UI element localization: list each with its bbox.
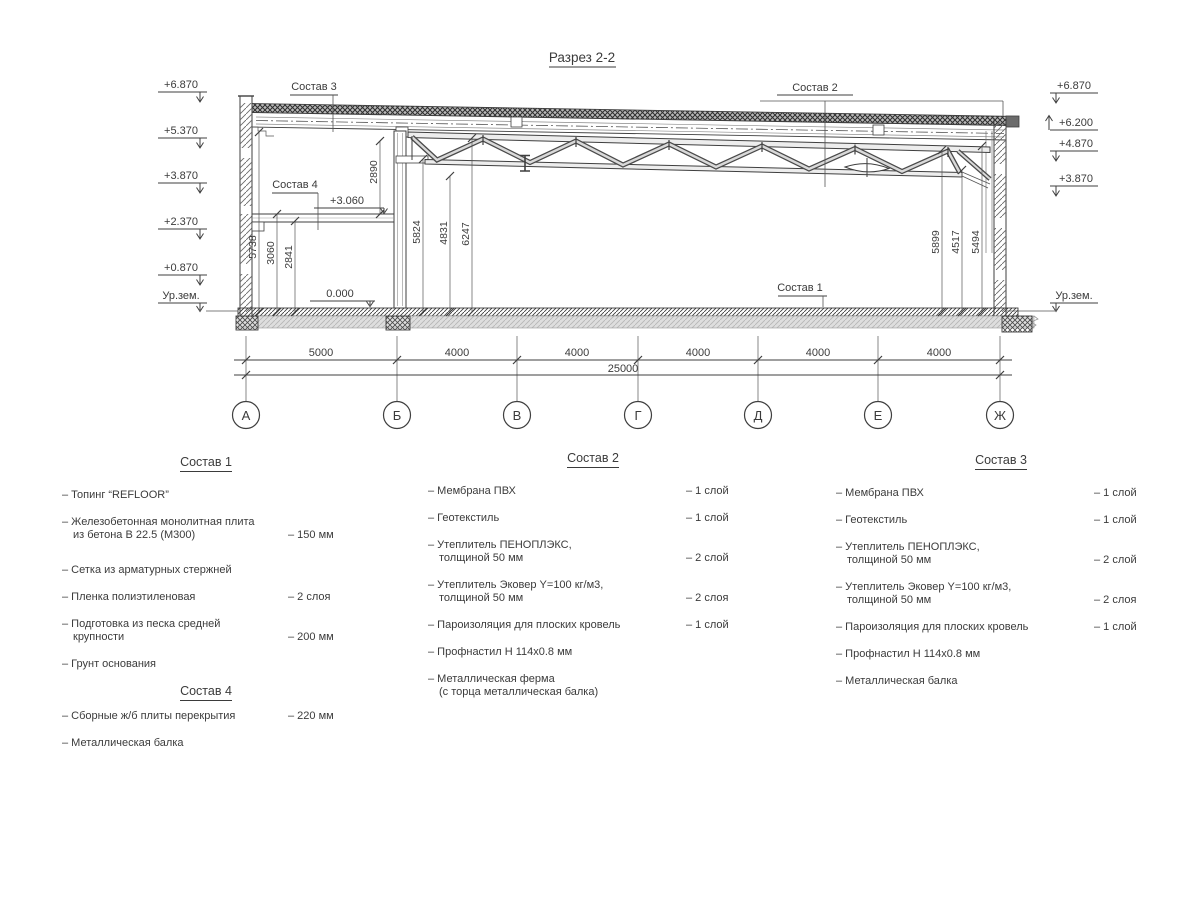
item-text: – Утеплитель ПЕНОПЛЭКС, bbox=[428, 539, 572, 551]
elevation-mark bbox=[1050, 290, 1098, 312]
elevation-mark bbox=[1050, 138, 1098, 161]
item-text: – Профнастил Н 114х0.8 мм bbox=[428, 646, 573, 658]
span-dim: 5000 bbox=[308, 347, 334, 359]
item-value: – 1 слой bbox=[1094, 487, 1137, 499]
item-text: – Пароизоляция для плоских кровель bbox=[836, 621, 1029, 633]
dim-5899: 5899 bbox=[930, 230, 942, 254]
page-title: Разрез 2-2 bbox=[548, 50, 616, 65]
axis-bubbles bbox=[233, 402, 1014, 429]
roof-edge-cap bbox=[1006, 116, 1019, 127]
item-text: – Мембрана ПВХ bbox=[836, 487, 924, 499]
table-row bbox=[428, 646, 758, 659]
table-row bbox=[428, 485, 758, 498]
item-text-2: толщиной 50 мм bbox=[439, 552, 524, 564]
table-row bbox=[836, 675, 1166, 688]
dim-5738: 5738 bbox=[247, 235, 259, 259]
item-value: – 2 слоя bbox=[288, 591, 331, 603]
span-dim: 4000 bbox=[805, 347, 831, 359]
table-row bbox=[836, 541, 1166, 567]
elevation-value: +2.370 bbox=[164, 216, 198, 228]
foundation-block bbox=[1002, 316, 1032, 332]
axis-letter: Е bbox=[873, 408, 883, 423]
dim-4831: 4831 bbox=[438, 221, 450, 245]
span-dimension-texts bbox=[309, 347, 951, 375]
axis-letter: В bbox=[512, 408, 522, 423]
dim-4517: 4517 bbox=[950, 230, 962, 254]
dim-6247: 6247 bbox=[460, 222, 472, 246]
item-text: – Подготовка из песка средней bbox=[62, 618, 221, 630]
table-row bbox=[428, 619, 758, 632]
table-row bbox=[836, 487, 1166, 500]
purlin-connector bbox=[873, 125, 884, 135]
axis-letter: Б bbox=[392, 408, 402, 423]
item-text: – Утеплитель Эковер Y=100 кг/м3, bbox=[836, 581, 1012, 593]
table-row bbox=[836, 581, 1166, 607]
drawing-title bbox=[549, 50, 616, 67]
item-value: – 220 мм bbox=[288, 710, 334, 722]
internal-level-marks bbox=[310, 195, 388, 307]
dim-5494: 5494 bbox=[970, 230, 982, 254]
elevation-marks-right bbox=[1046, 80, 1099, 312]
table-title: Состав 1 bbox=[62, 456, 350, 469]
elevation-value: +6.200 bbox=[1059, 117, 1093, 129]
item-value: – 2 слоя bbox=[1094, 594, 1137, 606]
elevation-value: +4.870 bbox=[1059, 138, 1093, 150]
item-text: – Геотекстиль bbox=[836, 514, 908, 526]
roof-truss bbox=[396, 132, 990, 188]
table-row bbox=[62, 591, 350, 604]
item-text: – Утеплитель Эковер Y=100 кг/м3, bbox=[428, 579, 604, 591]
table-row bbox=[62, 618, 350, 644]
elevation-value: +3.870 bbox=[1059, 173, 1093, 185]
item-text: – Пленка полиэтиленовая bbox=[62, 591, 196, 603]
dim-3060: 3060 bbox=[265, 241, 277, 265]
table-row bbox=[62, 658, 350, 671]
item-text: – Топинг “REFLOOR” bbox=[62, 489, 169, 501]
table-row bbox=[836, 514, 1166, 527]
label-sostav1: Состав 1 bbox=[777, 282, 823, 294]
item-text-2: крупности bbox=[73, 631, 125, 643]
item-value: – 1 слой bbox=[1094, 621, 1137, 633]
table-row bbox=[428, 539, 758, 565]
elevation-mark bbox=[158, 262, 207, 285]
label-sostav3: Состав 3 bbox=[291, 81, 337, 93]
purlin-connector bbox=[511, 117, 522, 127]
table-row bbox=[836, 621, 1166, 634]
elevation-mark bbox=[158, 125, 207, 148]
item-text-2: толщиной 50 мм bbox=[847, 594, 932, 606]
table-row bbox=[62, 737, 350, 750]
item-value: – 1 слой bbox=[686, 512, 729, 524]
table-title: Состав 4 bbox=[62, 685, 350, 698]
elevation-mark bbox=[1050, 80, 1098, 103]
table-row bbox=[62, 710, 350, 723]
item-value: – 2 слоя bbox=[686, 592, 729, 604]
dim-5824: 5824 bbox=[411, 220, 423, 244]
label-sostav4: Состав 4 bbox=[272, 179, 318, 191]
table-sostav-2 bbox=[428, 452, 758, 713]
dim-2841: 2841 bbox=[283, 245, 295, 269]
item-value: – 1 слой bbox=[686, 485, 729, 497]
item-text: – Геотекстиль bbox=[428, 512, 500, 524]
span-dim: 4000 bbox=[564, 347, 590, 359]
item-value: – 150 мм bbox=[288, 529, 334, 541]
dim-2890: 2890 bbox=[368, 160, 380, 184]
floor-slab bbox=[238, 308, 1018, 316]
item-text-2: толщиной 50 мм bbox=[439, 592, 524, 604]
floor-and-ground bbox=[206, 308, 1055, 332]
foundation-block bbox=[386, 316, 410, 330]
item-text: – Железобетонная монолитная плита bbox=[62, 516, 255, 528]
axis-letter: Ж bbox=[993, 408, 1007, 423]
elevation-value: +6.870 bbox=[164, 79, 198, 91]
span-dim: 4000 bbox=[685, 347, 711, 359]
table-row bbox=[428, 579, 758, 605]
table-sostav-3 bbox=[836, 454, 1166, 702]
elevation-value: +0.870 bbox=[164, 262, 198, 274]
item-text: – Металлическая балка bbox=[836, 675, 958, 687]
mark-3060: +3.060 bbox=[330, 195, 364, 207]
table-title: Состав 3 bbox=[836, 454, 1166, 467]
item-text-2: из бетона В 22.5 (М300) bbox=[73, 529, 196, 541]
item-text: – Металлическая ферма bbox=[428, 673, 555, 685]
item-text: – Сетка из арматурных стержней bbox=[62, 564, 232, 576]
item-value: – 200 мм bbox=[288, 631, 334, 643]
elevation-mark bbox=[1050, 173, 1098, 196]
elevation-value: Ур.зем. bbox=[1055, 290, 1093, 302]
item-value: – 2 слой bbox=[1094, 554, 1137, 566]
label-sostav2: Состав 2 bbox=[792, 82, 838, 94]
total-dim: 25000 bbox=[607, 363, 639, 375]
table-row bbox=[836, 648, 1166, 661]
item-text: – Мембрана ПВХ bbox=[428, 485, 516, 497]
item-text: – Профнастил Н 114х0.8 мм bbox=[836, 648, 981, 660]
slab-bearing bbox=[252, 222, 264, 231]
elevation-value: +3.870 bbox=[164, 170, 198, 182]
mark-0000: 0.000 bbox=[326, 288, 354, 300]
elevation-mark bbox=[1046, 116, 1099, 131]
item-text: – Металлическая балка bbox=[62, 737, 184, 749]
mezzanine-slab bbox=[252, 214, 394, 231]
item-text: – Грунт основания bbox=[62, 658, 156, 670]
table-row bbox=[62, 564, 350, 577]
elevation-value: +5.370 bbox=[164, 125, 198, 137]
elevation-mark bbox=[158, 170, 207, 193]
span-dim: 4000 bbox=[926, 347, 952, 359]
table-title: Состав 2 bbox=[428, 452, 758, 465]
axis-letter: Г bbox=[634, 408, 642, 423]
axis-letter: А bbox=[241, 408, 251, 423]
elevation-value: +6.870 bbox=[1057, 80, 1091, 92]
item-text-2: толщиной 50 мм bbox=[847, 554, 932, 566]
item-value: – 1 слой bbox=[1094, 514, 1137, 526]
item-text: – Сборные ж/б плиты перекрытия bbox=[62, 710, 236, 722]
table-row bbox=[428, 512, 758, 525]
item-text: – Пароизоляция для плоских кровель bbox=[428, 619, 621, 631]
item-text: – Утеплитель ПЕНОПЛЭКС, bbox=[836, 541, 980, 553]
table-row bbox=[62, 489, 350, 502]
item-value: – 1 слой bbox=[686, 619, 729, 631]
ground-layer bbox=[238, 316, 1034, 328]
item-value: – 2 слой bbox=[686, 552, 729, 564]
table-sostav-1 bbox=[62, 456, 350, 764]
foundation-block bbox=[236, 316, 258, 330]
elevation-mark bbox=[158, 216, 207, 239]
axis-grid bbox=[233, 336, 1014, 429]
table-row bbox=[428, 673, 758, 699]
elevation-mark bbox=[158, 79, 207, 102]
elevation-marks-left bbox=[158, 79, 207, 312]
roof-assembly bbox=[252, 104, 1019, 141]
span-dim: 4000 bbox=[444, 347, 470, 359]
elevation-mark bbox=[158, 290, 207, 312]
elevation-value: Ур.зем. bbox=[162, 290, 200, 302]
item-text-2: (с торца металлическая балка) bbox=[439, 686, 599, 698]
axis-letter: Д bbox=[753, 408, 763, 423]
table-row bbox=[62, 516, 350, 542]
left-wall bbox=[238, 96, 274, 316]
